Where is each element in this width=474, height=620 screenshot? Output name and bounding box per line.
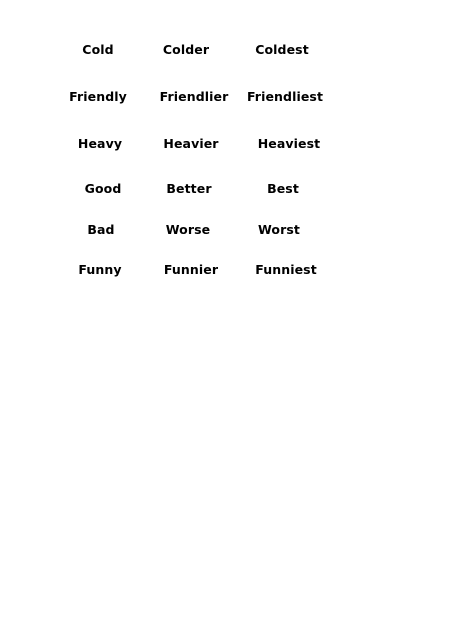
word-base-cold: Cold xyxy=(82,42,114,57)
word-superlative-friendliest: Friendliest xyxy=(246,89,324,104)
word-base-bad: Bad xyxy=(87,222,115,237)
word-superlative-heaviest: Heaviest xyxy=(257,136,321,151)
word-comparative-better: Better xyxy=(166,181,212,196)
word-superlative-coldest: Coldest xyxy=(255,42,309,57)
word-base-friendly: Friendly xyxy=(69,89,127,104)
word-base-heavy: Heavy xyxy=(77,136,123,151)
word-comparative-colder: Colder xyxy=(162,42,210,57)
word-comparative-worse: Worse xyxy=(165,222,211,237)
word-comparative-friendlier: Friendlier xyxy=(159,89,229,104)
word-base-good: Good xyxy=(84,181,122,196)
word-superlative-funniest: Funniest xyxy=(255,262,317,277)
word-comparative-heavier: Heavier xyxy=(163,136,219,151)
word-comparative-funnier: Funnier xyxy=(163,262,219,277)
word-superlative-worst: Worst xyxy=(257,222,301,237)
word-superlative-best: Best xyxy=(267,181,299,196)
word-base-funny: Funny xyxy=(78,262,122,277)
